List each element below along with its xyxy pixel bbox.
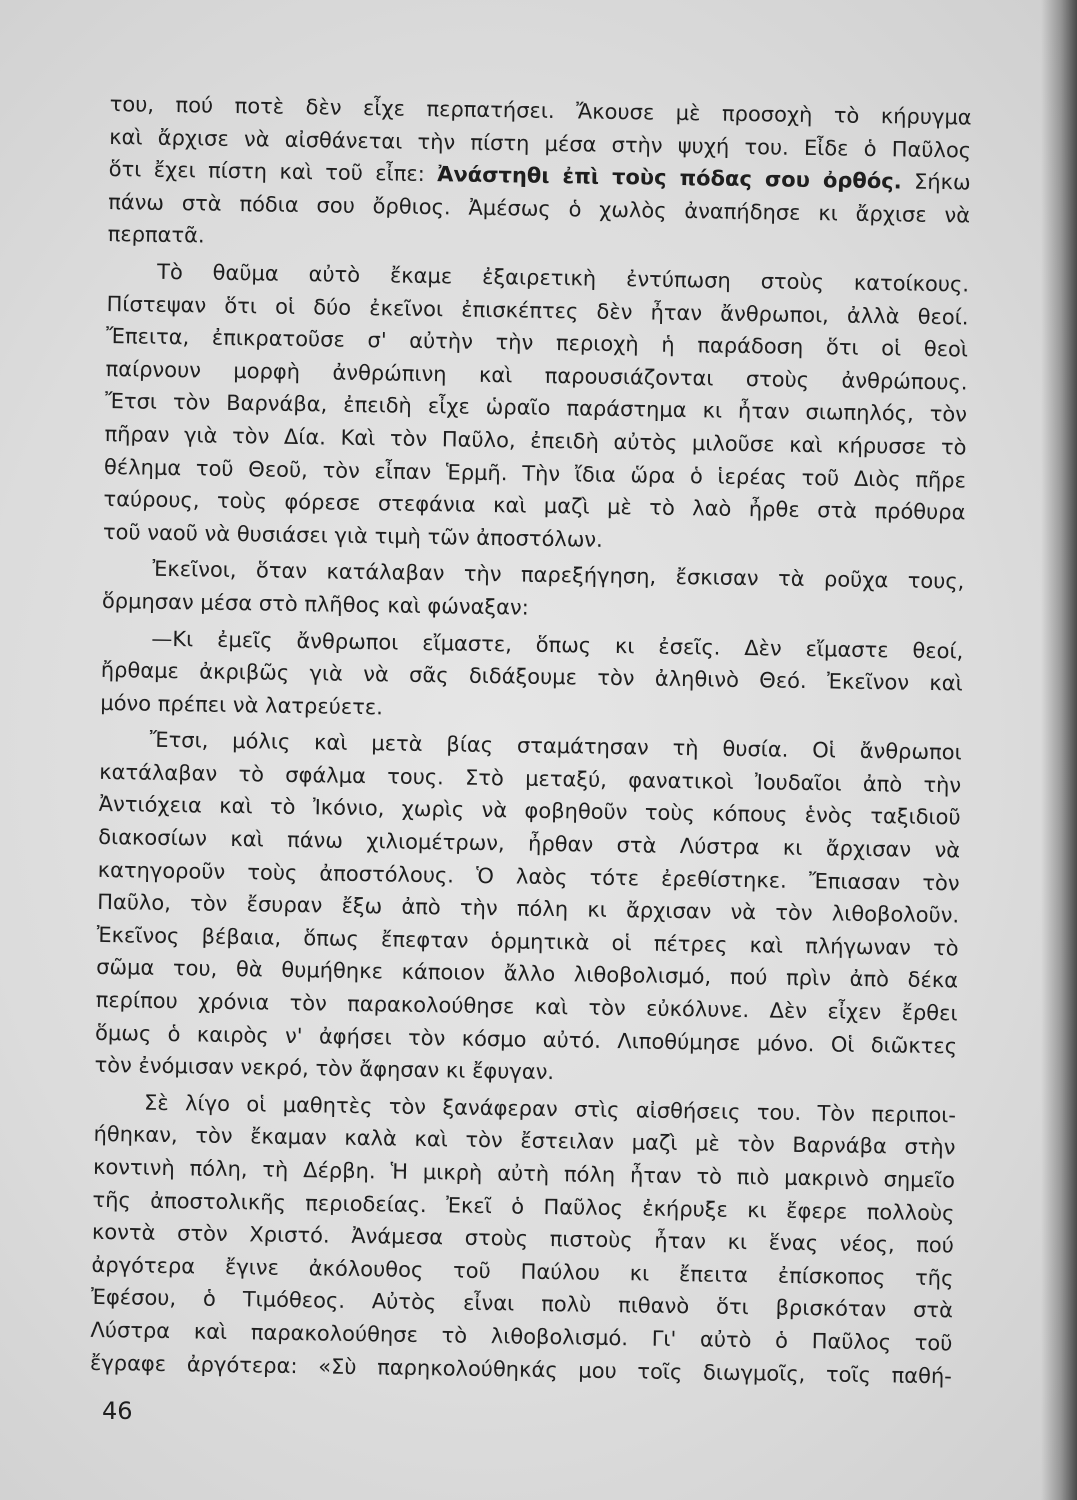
text-line: τοῦ ναοῦ νὰ θυσιάσει γιὰ τιμὴ τῶν ἀποστόλων. <box>102 519 604 552</box>
paragraph-4-dialogue <box>100 621 963 732</box>
text-line: παίρνουν μορφὴ ἀνθρώπινη καὶ παρουσιάζονται στοὺς ἀνθρώπους. <box>105 356 968 395</box>
text-line: ὅμως ὁ καιρὸς ν' ἀφήσει τὸν κόσμο αὐτό. Λιποθύμησε μόνο. Οἱ διῶκτες <box>94 1020 958 1059</box>
text-line: ἀργότερα ἔγινε ἀκόλουθος τοῦ Παύλου κι ἔπειτα ἐπίσκοπος τῆς <box>91 1252 954 1291</box>
text-body <box>90 88 972 1397</box>
text-line: Παῦλο, τὸν ἔσυραν ἔξω ἀπὸ τὴν πόλη κι ἄρχισαν νὰ τὸν λιθοβολοῦν. <box>97 890 960 928</box>
text-line: θέλημα τοῦ Θεοῦ, τὸν εἶπαν Ἑρμῆ. Τὴν ἴδια ὥρα ὁ ἱερέας τοῦ Διὸς πῆρε <box>103 454 967 493</box>
text-line: κατάλαβαν τὸ σφάλμα τους. Στὸ μεταξύ, φανατικοὶ Ἰουδαῖοι ἀπὸ τὴν <box>99 759 962 798</box>
text-line: τῆς ἀποστολικῆς περιοδείας. Ἐκεῖ ὁ Παῦλος ἐκήρυξε κι ἔφερε πολλοὺς <box>92 1187 955 1225</box>
text-line: πῆραν γιὰ τὸν Δία. Καὶ τὸν Παῦλο, ἐπειδὴ αὐτὸς μιλοῦσε καὶ κήρυσσε τὸ <box>104 421 967 460</box>
paragraph-6 <box>90 1086 957 1393</box>
text-line: κατηγοροῦν τοὺς ἀποστόλους. Ὁ λαὸς τότε ἐρεθίστηκε. Ἔπιασαν τὸν <box>97 857 960 896</box>
text-line: Ἔπειτα, ἐπικρατοῦσε σ' αὐτὴν τὴν περιοχὴ ἡ παράδοση ὅτι οἱ θεοὶ <box>105 324 969 362</box>
paragraph-3 <box>102 552 965 631</box>
text-line: πάνω στὰ πόδια σου ὄρθιος. Ἀμέσως ὁ χωλὸς ἀναπήδησε κι ἄρχισε νὰ <box>108 189 971 228</box>
text-line: σῶμα του, θὰ θυμήθηκε κάποιον ἄλλο λιθοβολισμό, πού πρὶν ἀπὸ δέκα <box>95 955 959 993</box>
text-run: ὅτι ἔχει πίστη καὶ τοῦ εἶπε: <box>108 157 438 187</box>
text-line: Ἔτσι, μόλις καὶ μετὰ βίας σταμάτησαν τὴ θυσία. Οἱ ἄνθρωποι <box>149 727 962 765</box>
text-line: Ἀντιόχεια καὶ τὸ Ἰκόνιο, χωρὶς νὰ φοβηθοῦν τοὺς κόπους ἑνὸς ταξιδιοῦ <box>98 792 961 830</box>
text-line: μόνο πρέπει νὰ λατρεύετε. <box>100 690 384 720</box>
text-line: ἔγραφε ἀργότερα: «Σὺ παρηκολούθηκάς μου τοῖς διωγμοῖς, τοῖς παθή- <box>89 1350 953 1388</box>
text-line: Ἐκεῖνοι, ὅταν κατάλαβαν τὴν παρεξήγηση, ἔσκισαν τὰ ροῦχα τους, <box>152 557 965 594</box>
page-number: 46 <box>102 1397 133 1425</box>
text-line: του, πού ποτὲ δὲν εἶχε περπατήσει. Ἄκουσε μὲ προσοχὴ τὸ κήρυγμα <box>109 91 972 130</box>
text-line: Σὲ λίγο οἱ μαθητὲς τὸν ξανάφεραν στὶς αἰσθήσεις του. Τὸν περιποι- <box>143 1090 957 1128</box>
paragraph-5 <box>94 723 962 1095</box>
text-line: ἤρθαμε ἀκριβῶς γιὰ νὰ σᾶς διδάξουμε τὸν ἀληθινὸ Θεό. Ἐκεῖνον καὶ <box>100 658 963 696</box>
bold-quote: Ἀνάστηθι ἐπὶ τοὺς πόδας σου ὀρθός. <box>437 162 902 194</box>
text-line: καὶ ἄρχισε νὰ αἰσθάνεται τὴν πίστη μέσα στὴν ψυχή του. Εἶδε ὁ Παῦλος <box>109 124 972 163</box>
text-line: ὅρμησαν μέσα στὸ πλῆθος καὶ φώναξαν: <box>101 588 529 620</box>
text-run: Σήκω <box>901 169 971 195</box>
text-line: ήθηκαν, τὸν ἔκαμαν καλὰ καὶ τὸν ἔστειλαν μαζὶ μὲ τὸν Βαρνάβα στὴν <box>93 1122 956 1160</box>
text-line: περπατᾶ. <box>107 222 205 248</box>
text-line: Τὸ θαῦμα αὐτὸ ἔκαμε ἐξαιρετικὴ ἐντύπωση στοὺς κατοίκους. <box>156 259 970 297</box>
text-line: Ἐφέσου, ὁ Τιμόθεος. Αὐτὸς εἶναι πολὺ πιθανὸ ὅτι βρισκόταν στὰ <box>90 1285 954 1323</box>
text-line: διακοσίων καὶ πάνω χιλιομέτρων, ἦρθαν στὰ Λύστρα κι ἄρχισαν νὰ <box>98 824 961 863</box>
text-line: Ἔτσι τὸν Βαρνάβα, ἐπειδὴ εἶχε ὡραῖο παράστημα κι ἦταν σιωπηλός, τὸν <box>104 389 968 427</box>
paragraph-2 <box>103 255 970 562</box>
text-line: περίπου χρόνια τὸν παρακολούθησε καὶ τὸν εὐκόλυνε. Δὲν εἶχεν ἔρθει <box>95 987 958 1026</box>
text-line: κοντινὴ πόλη, τὴ Δέρβη. Ἡ μικρὴ αὐτὴ πόλη ἦταν τὸ πιὸ μακρινὸ σημεῖο <box>92 1154 956 1193</box>
text-line: —Κι ἐμεῖς ἄνθρωποι εἴμαστε, ὅπως κι ἐσεῖς. Δὲν εἴμαστε θεοί, <box>151 626 964 663</box>
text-line: Ἐκεῖνος βέβαια, ὅπως ἔπεφταν ὁρμητικὰ οἱ πέτρες καὶ πλήγωναν τὸ <box>96 922 959 961</box>
paragraph-1 <box>107 88 971 264</box>
text-line: Λύστρα καὶ παρακολούθησε τὸ λιθοβολισμό. Γι' αὐτὸ ὁ Παῦλος τοῦ <box>90 1317 953 1356</box>
text-line: κοντὰ στὸν Χριστό. Ἀνάμεσα στοὺς πιστοὺς ἦταν κι ἕνας νέος, πού <box>91 1220 955 1258</box>
text-line: ταύρους, τοὺς φόρεσε στεφάνια καὶ μαζὶ μὲ τὸ λαὸ ἦρθε στὰ πρόθυρα <box>103 487 966 525</box>
binding-shadow <box>1041 0 1077 1500</box>
text-line: Πίστεψαν ὅτι οἱ δύο ἐκεῖνοι ἐπισκέπτες δὲν ἦταν ἄνθρωποι, ἀλλὰ θεοί. <box>106 291 969 330</box>
text-line: τὸν ἐνόμισαν νεκρό, τὸν ἄφησαν κι ἔφυγαν. <box>94 1053 555 1085</box>
